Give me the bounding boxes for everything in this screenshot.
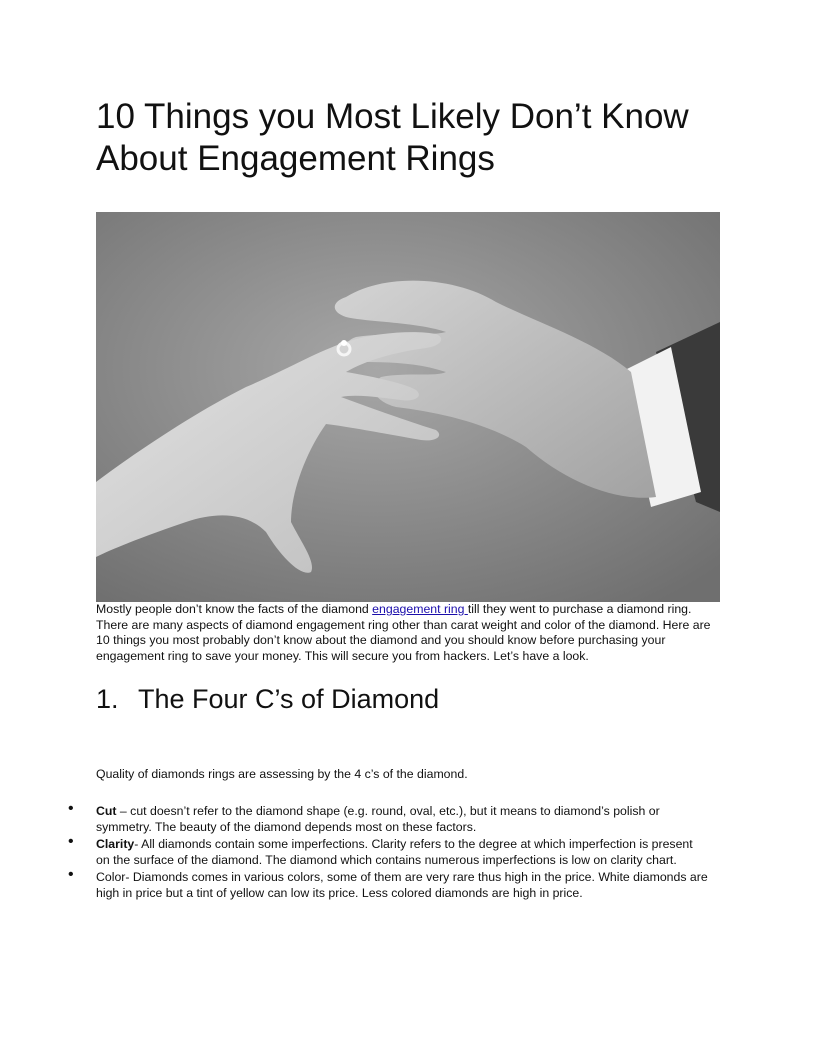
bullet-marker: •	[68, 833, 74, 850]
engagement-ring-link[interactable]: engagement ring	[372, 602, 468, 616]
list-item-clarity	[0, 833, 708, 868]
engagement-ring-photo	[96, 212, 720, 602]
section-number: 1.	[96, 684, 119, 714]
intro-paragraph	[96, 602, 716, 664]
list-item-text: Color- Diamonds comes in various colors, some of them are very rare thus high in the price. White diamonds are high in price but a tint of yellow can low its price. Less colored diamonds are high in price.	[96, 870, 708, 900]
list-item-term: Clarity	[96, 837, 135, 851]
hands-ring-illustration	[96, 212, 720, 602]
list-item-text: - All diamonds contain some imperfections. Clarity refers to the degree at which imperfection is present on the surface of the diamond. The diamond which contains numerous imperfections is low on clarity chart.	[96, 837, 693, 867]
bullet-marker: •	[68, 800, 74, 817]
list-item-color	[0, 866, 708, 901]
bullet-marker: •	[68, 866, 74, 883]
intro-text-end: till they went to purchase a diamond ring. There are many aspects of diamond engagement ring other than carat weight and color of the diamond. Here are 10 things you most probably don’t know about the diamond and you should know before purchasing your engagement ring to save your money. This will secure you from hackers. Let’s have a look.	[96, 602, 711, 663]
section-heading-text: The Four C’s of Diamond	[138, 684, 440, 714]
list-item-term: Cut	[96, 804, 117, 818]
section-heading-four-cs	[96, 682, 439, 716]
list-item-text: – cut doesn’t refer to the diamond shape (e.g. round, oval, etc.), but it means to diamond’s polish or symmetry. The beauty of the diamond depends most on these factors.	[96, 804, 660, 834]
page-title: 10 Things you Most Likely Don’t Know About Engagement Rings	[96, 97, 689, 178]
quality-paragraph: Quality of diamonds rings are assessing by the 4 c’s of the diamond.	[96, 767, 468, 781]
intro-text-start: Mostly people don’t know the facts of the diamond	[96, 602, 373, 616]
list-item-cut	[0, 800, 708, 835]
four-cs-list	[0, 800, 816, 903]
